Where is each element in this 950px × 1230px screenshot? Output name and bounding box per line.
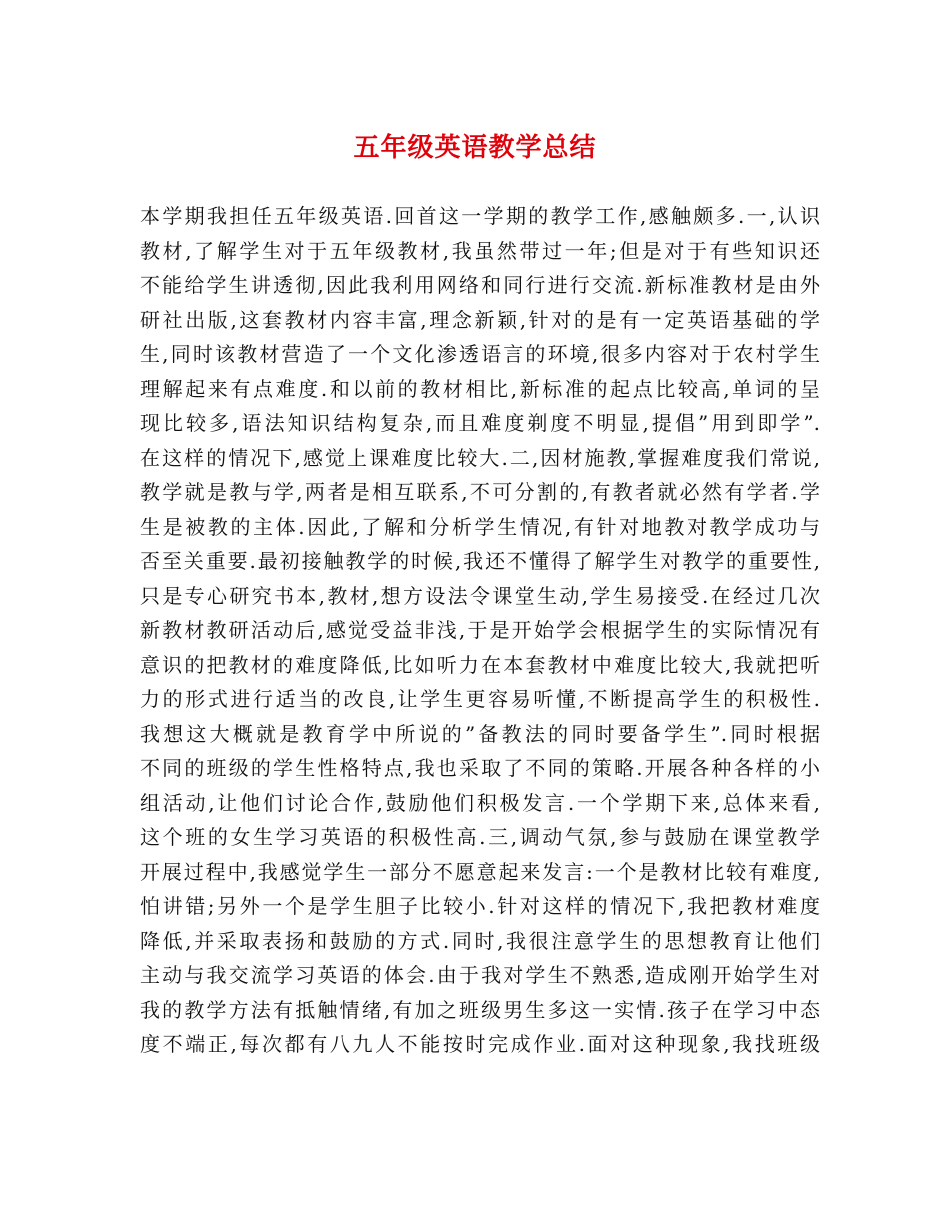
- body-line: 研社出版,这套教材内容丰富,理念新颖,针对的是有一定英语基础的学: [140, 307, 820, 332]
- body-line: 我想这大概就是教育学中所说的”备教法的同时要备学生”.同时根据: [140, 721, 820, 746]
- body-line: 本学期我担任五年级英语.回首这一学期的教学工作,感触颇多.一,认识: [140, 204, 820, 228]
- body-line: 降低,并采取表扬和鼓励的方式.同时,我很注意学生的思想教育让他们: [140, 928, 820, 953]
- body-line: 教材,了解学生对于五年级教材,我虽然带过一年;但是对于有些知识还: [140, 238, 820, 263]
- body-line: 不能给学生讲透彻,因此我利用网络和同行进行交流.新标准教材是由外: [140, 273, 820, 297]
- body-line: 只是专心研究书本,教材,想方设法令课堂生动,学生易接受.在经过几次: [140, 583, 820, 608]
- body-line: 主动与我交流学习英语的体会.由于我对学生不熟悉,造成刚开始学生对: [140, 963, 820, 987]
- body-line: 新教材教研活动后,感觉受益非浅,于是开始学会根据学生的实际情况有: [140, 618, 820, 642]
- body-line: 开展过程中,我感觉学生一部分不愿意起来发言:一个是教材比较有难度,: [140, 859, 820, 884]
- body-line: 否至关重要.最初接触教学的时候,我还不懂得了解学生对教学的重要性,: [140, 549, 820, 573]
- body-line: 不同的班级的学生性格特点,我也采取了不同的策略.开展各种各样的小: [140, 756, 820, 780]
- body-line: 这个班的女生学习英语的积极性高.三,调动气氛,参与鼓励在课堂教学: [140, 825, 820, 849]
- body-line: 我的教学方法有抵触情绪,有加之班级男生多这一实情.孩子在学习中态: [140, 997, 820, 1022]
- body-line: 教学就是教与学,两者是相互联系,不可分割的,有教者就必然有学者.学: [140, 480, 820, 504]
- document-title: 五年级英语教学总结: [353, 133, 597, 163]
- document-body: [140, 199, 820, 1062]
- body-line: 怕讲错;另外一个是学生胆子比较小.针对这样的情况下,我把教材难度: [140, 894, 820, 918]
- body-line: 度不端正,每次都有八九人不能按时完成作业.面对这种现象,我找班级: [140, 1032, 820, 1056]
- body-line: 意识的把教材的难度降低,比如听力在本套教材中难度比较大,我就把听: [140, 652, 820, 677]
- body-line: 现比较多,语法知识结构复杂,而且难度剃度不明显,提倡”用到即学”.: [140, 411, 820, 435]
- body-line: 生是被教的主体.因此,了解和分析学生情况,有针对地教对教学成功与: [140, 514, 820, 539]
- body-line: 理解起来有点难度.和以前的教材相比,新标准的起点比较高,单词的呈: [140, 376, 820, 401]
- body-line: 生,同时该教材营造了一个文化渗透语言的环境,很多内容对于农村学生: [140, 342, 820, 366]
- body-line: 组活动,让他们讨论合作,鼓励他们积极发言.一个学期下来,总体来看,: [140, 790, 820, 815]
- body-line: 力的形式进行适当的改良,让学生更容易听懂,不断提高学生的积极性.: [140, 687, 820, 711]
- body-line: 在这样的情况下,感觉上课难度比较大.二,因材施教,掌握难度我们常说,: [140, 445, 820, 470]
